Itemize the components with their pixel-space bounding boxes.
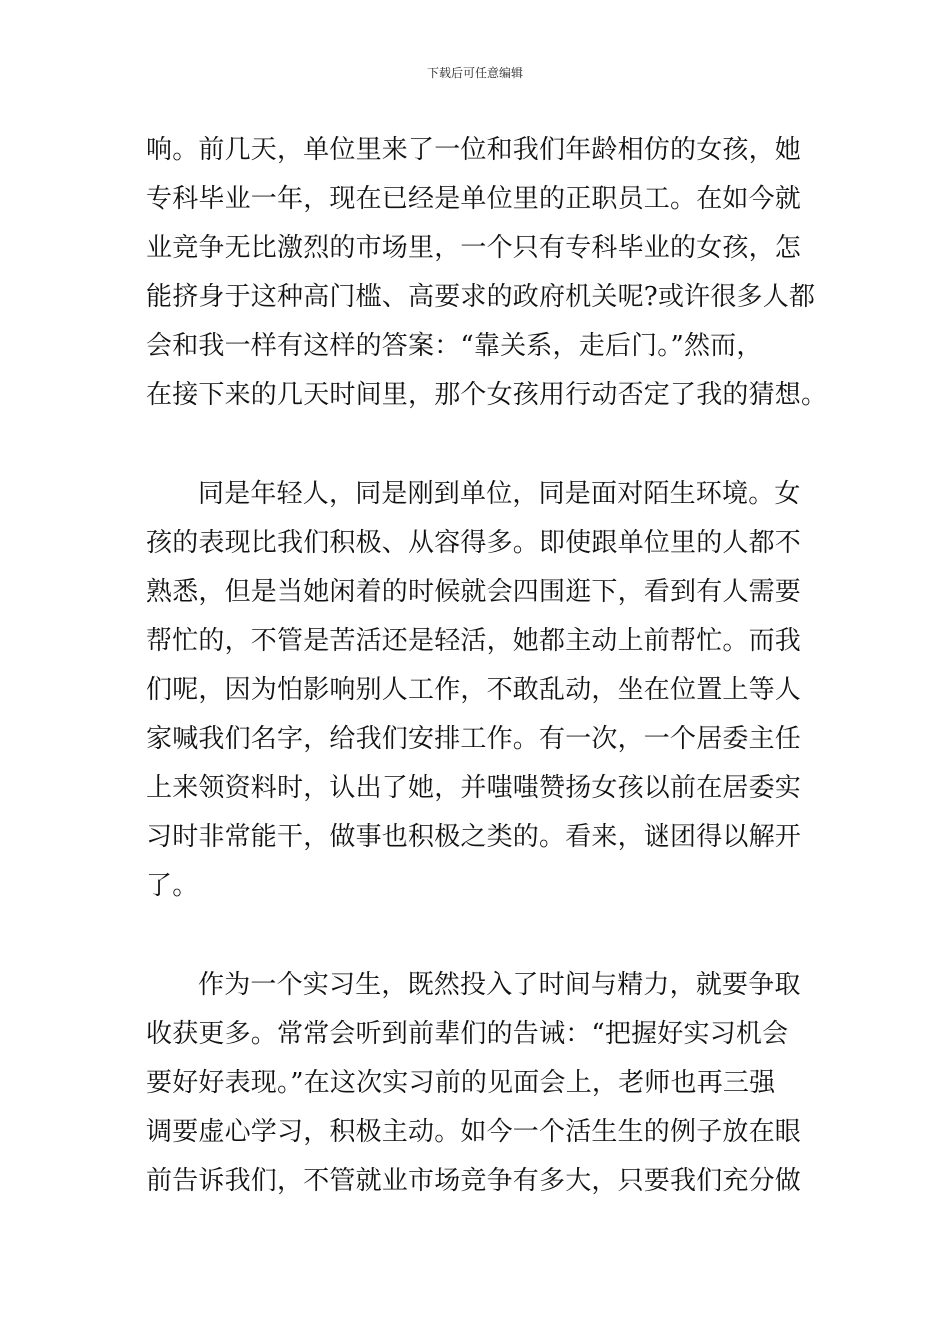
paragraph-line: 孩的表现比我们积极、从容得多。即使跟单位里的人都不 (146, 528, 802, 558)
paragraph-spacer (146, 420, 806, 470)
paragraph-line: 们呢，因为怕影响别人工作，不敢乱动，坐在位置上等人 (146, 675, 802, 705)
paragraph-line: 同是年轻人，同是刚到单位，同是面对陌生环境。女 (198, 479, 801, 509)
paragraph-line: 专科毕业一年，现在已经是单位里的正职员工。在如今就 (146, 184, 802, 214)
paragraph-line: 响。前几天，单位里来了一位和我们年龄相仿的女孩，她 (146, 135, 802, 165)
paragraph-line: 帮忙的，不管是苦活还是轻活，她都主动上前帮忙。而我 (146, 626, 802, 656)
paragraph-spacer (146, 911, 806, 961)
page-header: 下载后可任意编辑 (426, 66, 523, 80)
paragraph-line: 调要虚心学习，积极主动。如今一个活生生的例子放在眼 (146, 1117, 802, 1147)
paragraph-line: 了。 (146, 871, 199, 901)
paragraph-line: 能挤身于这种高门槛、高要求的政府机关呢?或许很多人都 (146, 282, 816, 312)
paragraph-1 (146, 126, 828, 420)
document-body (146, 126, 828, 1206)
paragraph-line: 习时非常能干，做事也积极之类的。看来，谜团得以解开 (146, 822, 802, 852)
paragraph-line: 要好好表现。”在这次实习前的见面会上，老师也再三强 (146, 1068, 776, 1098)
paragraph-line: 熟悉，但是当她闲着的时候就会四围逛下，看到有人需要 (146, 577, 802, 607)
paragraph-line: 作为一个实习生，既然投入了时间与精力，就要争取 (198, 970, 801, 1000)
paragraph-2 (146, 470, 806, 911)
paragraph-line: 在接下来的几天时间里，那个女孩用行动否定了我的猜想。 (146, 380, 828, 410)
paragraph-3 (146, 961, 806, 1206)
paragraph-line: 会和我一样有这样的答案：“靠关系，走后门。”然而， (146, 331, 763, 361)
paragraph-line: 前告诉我们，不管就业市场竞争有多大，只要我们充分做 (146, 1166, 802, 1196)
paragraph-line: 上来领资料时，认出了她，并嗤嗤赞扬女孩以前在居委实 (146, 773, 802, 803)
paragraph-line: 家喊我们名字，给我们安排工作。有一次，一个居委主任 (146, 724, 802, 754)
paragraph-line: 收获更多。常常会听到前辈们的告诫：“把握好实习机会 (146, 1019, 789, 1049)
paragraph-line: 业竞争无比激烈的市场里，一个只有专科毕业的女孩，怎 (146, 233, 802, 263)
